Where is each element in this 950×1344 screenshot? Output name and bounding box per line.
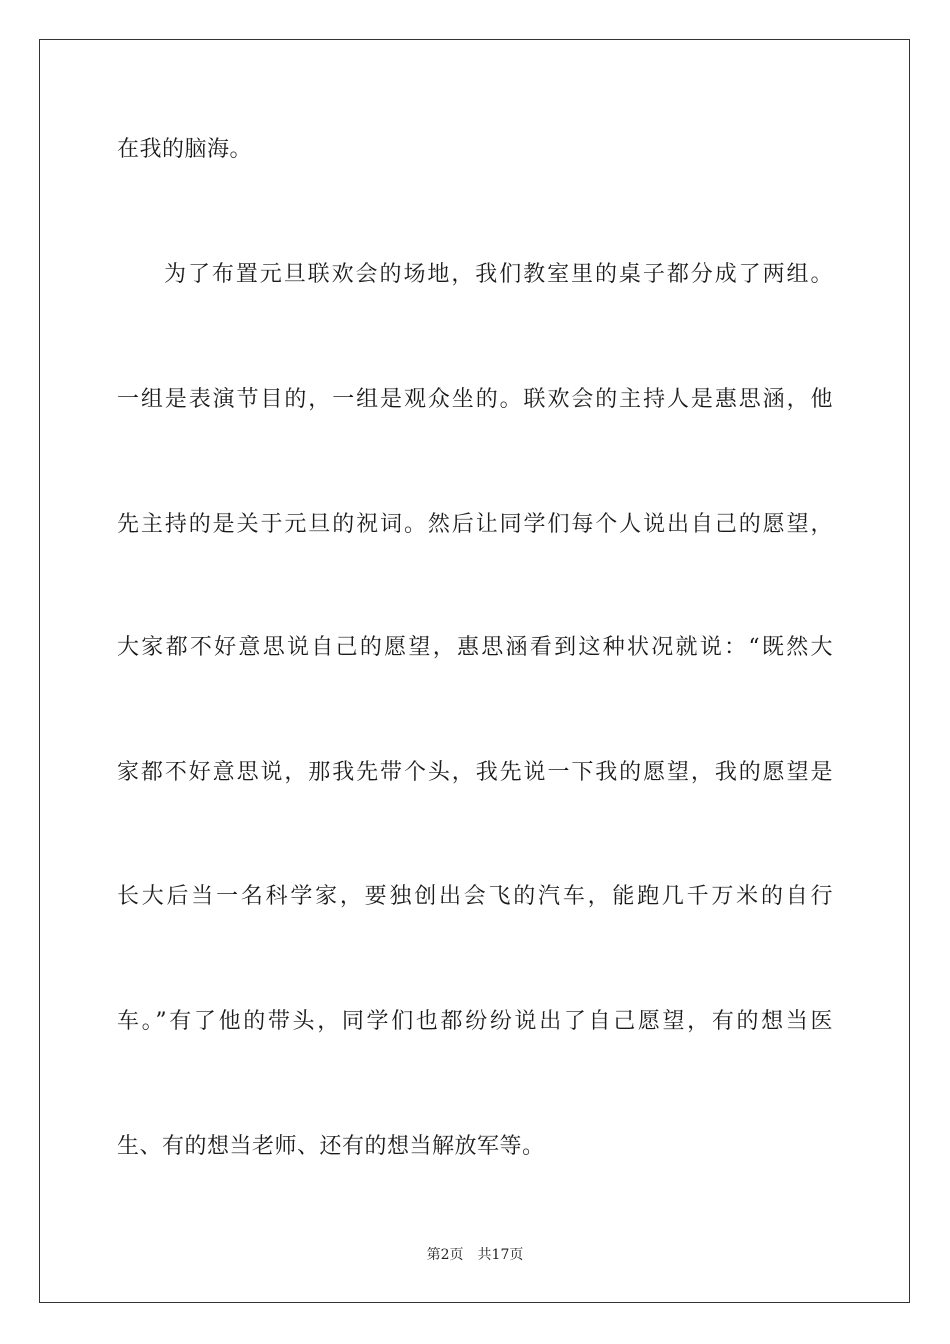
text-line-6: 家都不好意思说，那我先带个头，我先说一下我的愿望，我的愿望是: [117, 760, 833, 785]
text-line-7: 长大后当一名科学家，要独创出会飞的汽车，能跑几千万米的自行: [117, 884, 833, 909]
page-total: 共17页: [477, 1247, 524, 1263]
text-line-8: 车。”有了他的带头，同学们也都纷纷说出了自己愿望，有的想当医: [117, 1009, 833, 1034]
page-number: 第2页: [426, 1247, 464, 1263]
text-line-2: 为了布置元旦联欢会的场地，我们教室里的桌子都分成了两组。: [164, 262, 833, 287]
text-line-5: 大家都不好意思说自己的愿望，惠思涵看到这种状况就说：“既然大: [117, 635, 833, 660]
text-line-9: 生、有的想当老师、还有的想当解放军等。: [117, 1134, 545, 1159]
page-border: [39, 39, 910, 1303]
page-footer: [0, 1246, 950, 1264]
text-line-3: 一组是表演节目的，一组是观众坐的。联欢会的主持人是惠思涵，他: [117, 387, 833, 412]
text-line-1: 在我的脑海。: [117, 137, 253, 162]
text-line-4: 先主持的是关于元旦的祝词。然后让同学们每个人说出自己的愿望，: [117, 512, 833, 537]
